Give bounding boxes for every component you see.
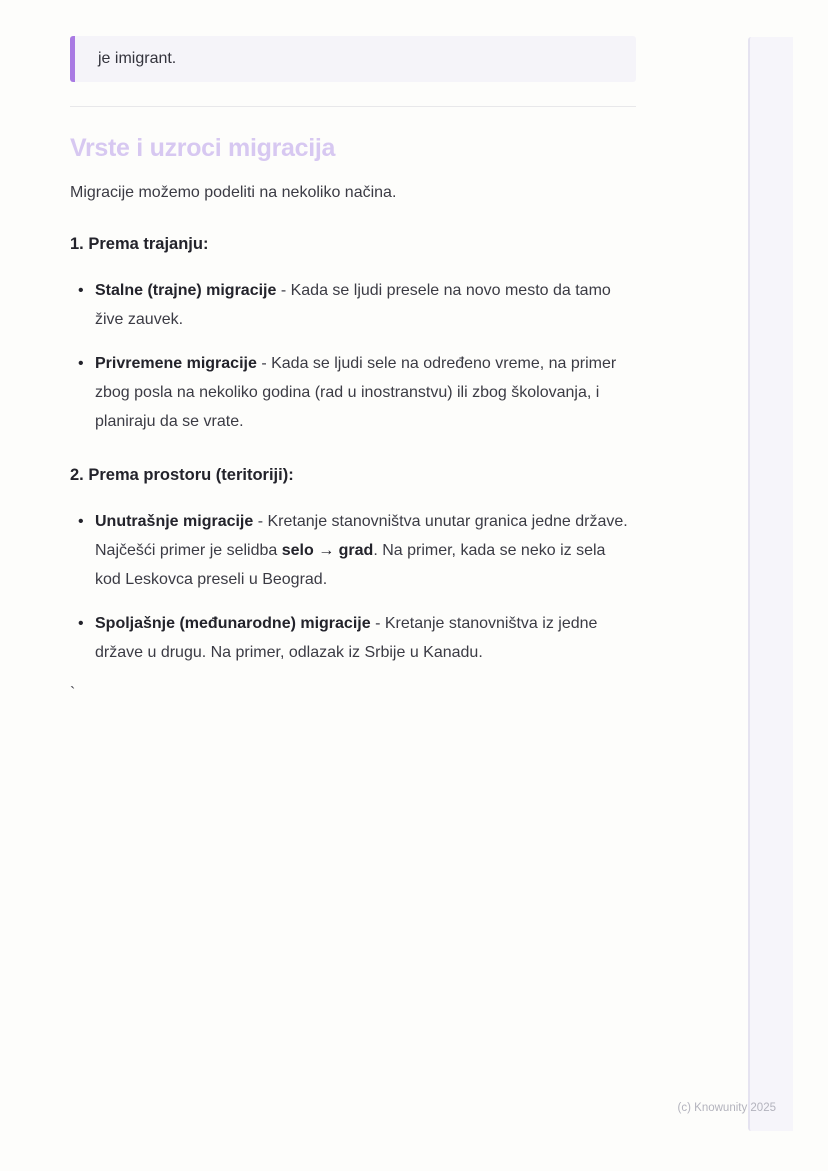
list-item (95, 609, 635, 667)
list-duration (70, 276, 636, 436)
list-item (95, 507, 635, 594)
list-item (95, 349, 635, 436)
section-title-territory: 2. Prema prostoru (teritoriji): (70, 466, 294, 484)
list-item-term: Unutrašnje migracije (95, 513, 254, 530)
section-divider (70, 106, 636, 107)
callout-text: je imigrant. (98, 50, 177, 67)
list-item-term: Privremene migracije (95, 355, 257, 372)
document-page (70, 0, 636, 706)
callout-quote (70, 36, 636, 82)
intro-paragraph: Migracije možemo podeliti na nekoliko načina. (70, 184, 397, 201)
list-territory (70, 507, 636, 667)
stray-character: ` (70, 685, 76, 702)
list-item-text: - Kada se ljudi presele na novo mesto da tamo žive zauvek. (95, 282, 611, 328)
section-title-duration: 1. Prema trajanju: (70, 235, 209, 253)
next-page-edge-strip (748, 37, 793, 1131)
list-item-text: - Kretanje stanovništva unutar granica jedne države. Najčešći primer je selidba (95, 513, 628, 559)
copyright-footer: (c) Knowunity 2025 (677, 1102, 776, 1114)
list-item (95, 276, 635, 334)
list-item-text: - Kada se ljudi sele na određeno vreme, na primer zbog posla na nekoliko godina (rad u inostranstvu) ili zbog školovanja, i planiraju da se vrate. (95, 355, 617, 430)
page-title: Vrste i uzroci migracija (70, 134, 336, 162)
list-item-inline-bold: selo → grad (281, 542, 374, 559)
list-item-term: Stalne (trajne) migracije (95, 282, 277, 299)
list-item-text: - Kretanje stanovništva iz jedne države u drugu. Na primer, odlazak iz Srbije u Kanadu. (95, 615, 598, 661)
list-item-text: . Na primer, kada se neko iz sela kod Leskovca preseli u Beograd. (95, 542, 606, 588)
list-item-term: Spoljašnje (međunarodne) migracije (95, 615, 371, 632)
